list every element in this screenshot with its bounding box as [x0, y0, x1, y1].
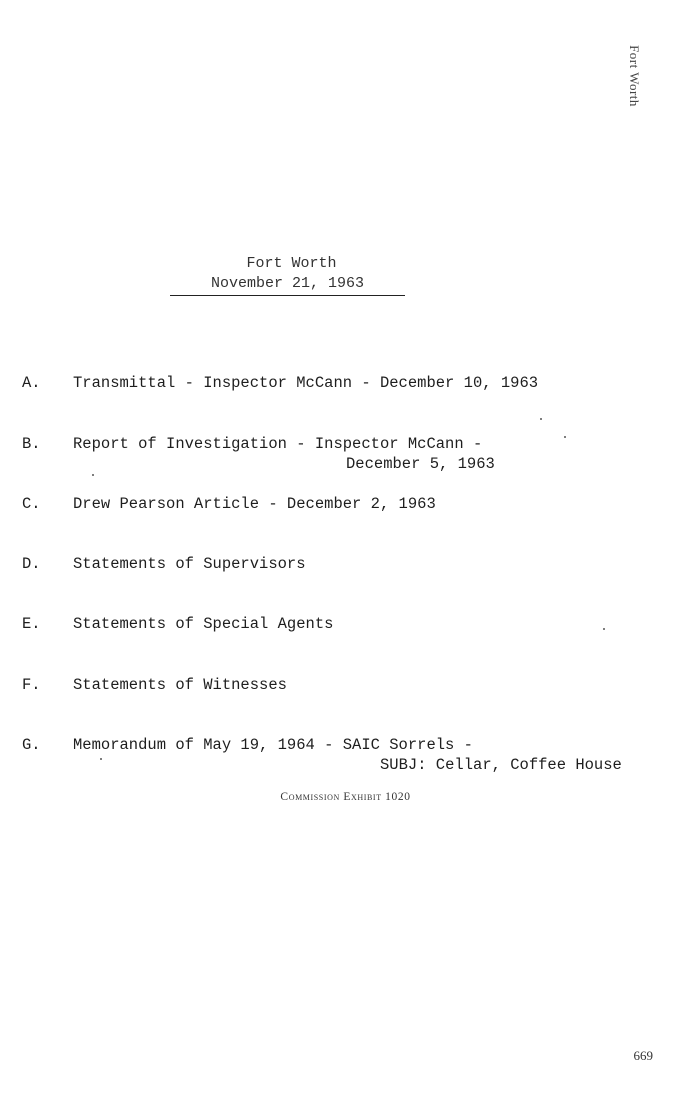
item-text: Statements of Witnesses	[73, 676, 287, 694]
item-letter: G.	[22, 736, 41, 754]
list-item-a	[0, 373, 691, 433]
item-letter: C.	[22, 495, 41, 513]
document-heading	[170, 254, 405, 296]
item-continuation: SUBJ: Cellar, Coffee House	[380, 756, 622, 774]
item-letter: D.	[22, 555, 41, 573]
list-item-g	[0, 735, 691, 815]
exhibit-label: Commission Exhibit 1020	[280, 791, 411, 803]
item-continuation: December 5, 1963	[346, 455, 495, 473]
scan-speck	[540, 418, 542, 420]
list-item-d	[0, 554, 691, 614]
item-text: Report of Investigation - Inspector McCann -	[73, 435, 483, 453]
heading-date: November 21, 1963	[170, 274, 405, 296]
scan-speck	[92, 474, 94, 476]
page-number: 669	[633, 1048, 653, 1063]
scan-speck	[603, 628, 605, 630]
heading-place: Fort Worth	[246, 255, 337, 272]
item-letter: A.	[22, 374, 41, 392]
side-tab-label: Fort Worth	[627, 45, 642, 107]
scan-speck	[100, 758, 102, 760]
list-item-f	[0, 675, 691, 735]
item-letter: F.	[22, 676, 41, 694]
list-item-e	[0, 614, 691, 674]
scan-speck	[564, 436, 566, 438]
item-text: Transmittal - Inspector McCann - December 10, 1963	[73, 374, 539, 392]
item-text: Statements of Special Agents	[73, 615, 334, 633]
list-item-c	[0, 494, 691, 554]
item-text: Drew Pearson Article - December 2, 1963	[73, 495, 436, 513]
item-letter: B.	[22, 435, 41, 453]
item-text: Memorandum of May 19, 1964 - SAIC Sorrels -	[73, 736, 473, 754]
item-letter: E.	[22, 615, 41, 633]
item-text: Statements of Supervisors	[73, 555, 306, 573]
